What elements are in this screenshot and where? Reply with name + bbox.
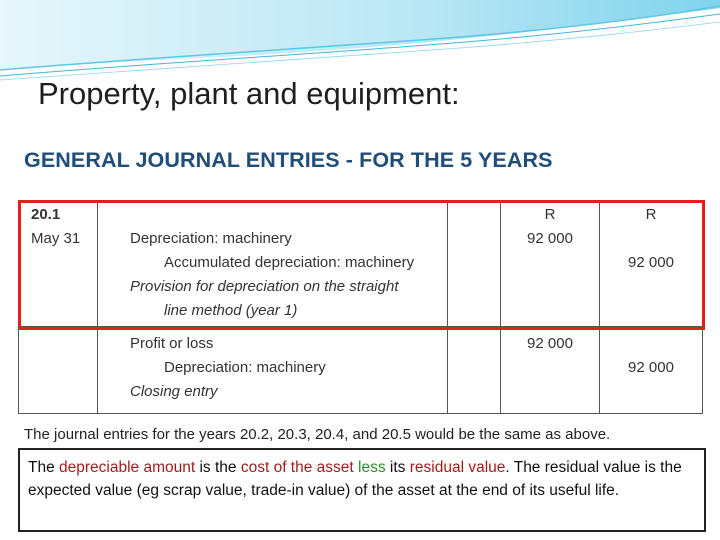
debit-amount: 92 000 <box>527 335 573 352</box>
debit-cell <box>501 201 600 327</box>
debit-header: R <box>544 206 556 223</box>
credit-amount: 92 000 <box>628 359 674 376</box>
folio-cell <box>448 327 501 414</box>
term-residual-value: residual value <box>409 459 506 476</box>
credit-account: Depreciation: machinery <box>164 359 326 376</box>
slide-subtitle: GENERAL JOURNAL ENTRIES - FOR THE 5 YEARS <box>24 148 553 172</box>
journal-entry-row <box>19 201 703 327</box>
credit-account: Accumulated depreciation: machinery <box>164 254 415 271</box>
credit-amount: 92 000 <box>628 254 674 271</box>
definition-box <box>18 448 706 532</box>
debit-account: Depreciation: machinery <box>130 230 292 247</box>
journal-table <box>18 200 703 414</box>
narration-line: Provision for depreciation on the straight <box>130 278 399 295</box>
entry-date: May 31 <box>31 230 81 247</box>
credit-cell <box>600 201 703 327</box>
entry-reference: 20.1 <box>31 206 61 223</box>
definition-text: is the <box>195 459 241 476</box>
narration-line: line method (year 1) <box>164 302 298 319</box>
term-depreciable-amount: depreciable amount <box>59 459 196 476</box>
credit-header: R <box>645 206 657 223</box>
definition-text: . The residual value is the expected value (eg scrap value, trade-in value) of the asset at the end of its useful life. <box>28 459 682 499</box>
narration-line: Closing entry <box>130 383 218 400</box>
debit-cell <box>501 327 600 414</box>
credit-cell <box>600 327 703 414</box>
definition-text: its <box>385 459 410 476</box>
date-cell <box>19 327 98 414</box>
folio-cell <box>448 201 501 327</box>
debit-amount: 92 000 <box>527 230 573 247</box>
journal-entry-row <box>19 327 703 414</box>
description-cell <box>98 327 448 414</box>
footnote: The journal entries for the years 20.2, 20.3, 20.4, and 20.5 would be the same as above. <box>24 426 611 443</box>
date-cell <box>19 201 98 327</box>
debit-account: Profit or loss <box>130 335 214 352</box>
slide-title: Property, plant and equipment: <box>38 76 460 111</box>
definition-text: The <box>28 459 60 476</box>
description-cell <box>98 201 448 327</box>
term-cost-of-asset: cost of the asset <box>240 459 354 476</box>
term-less: less <box>358 459 386 476</box>
